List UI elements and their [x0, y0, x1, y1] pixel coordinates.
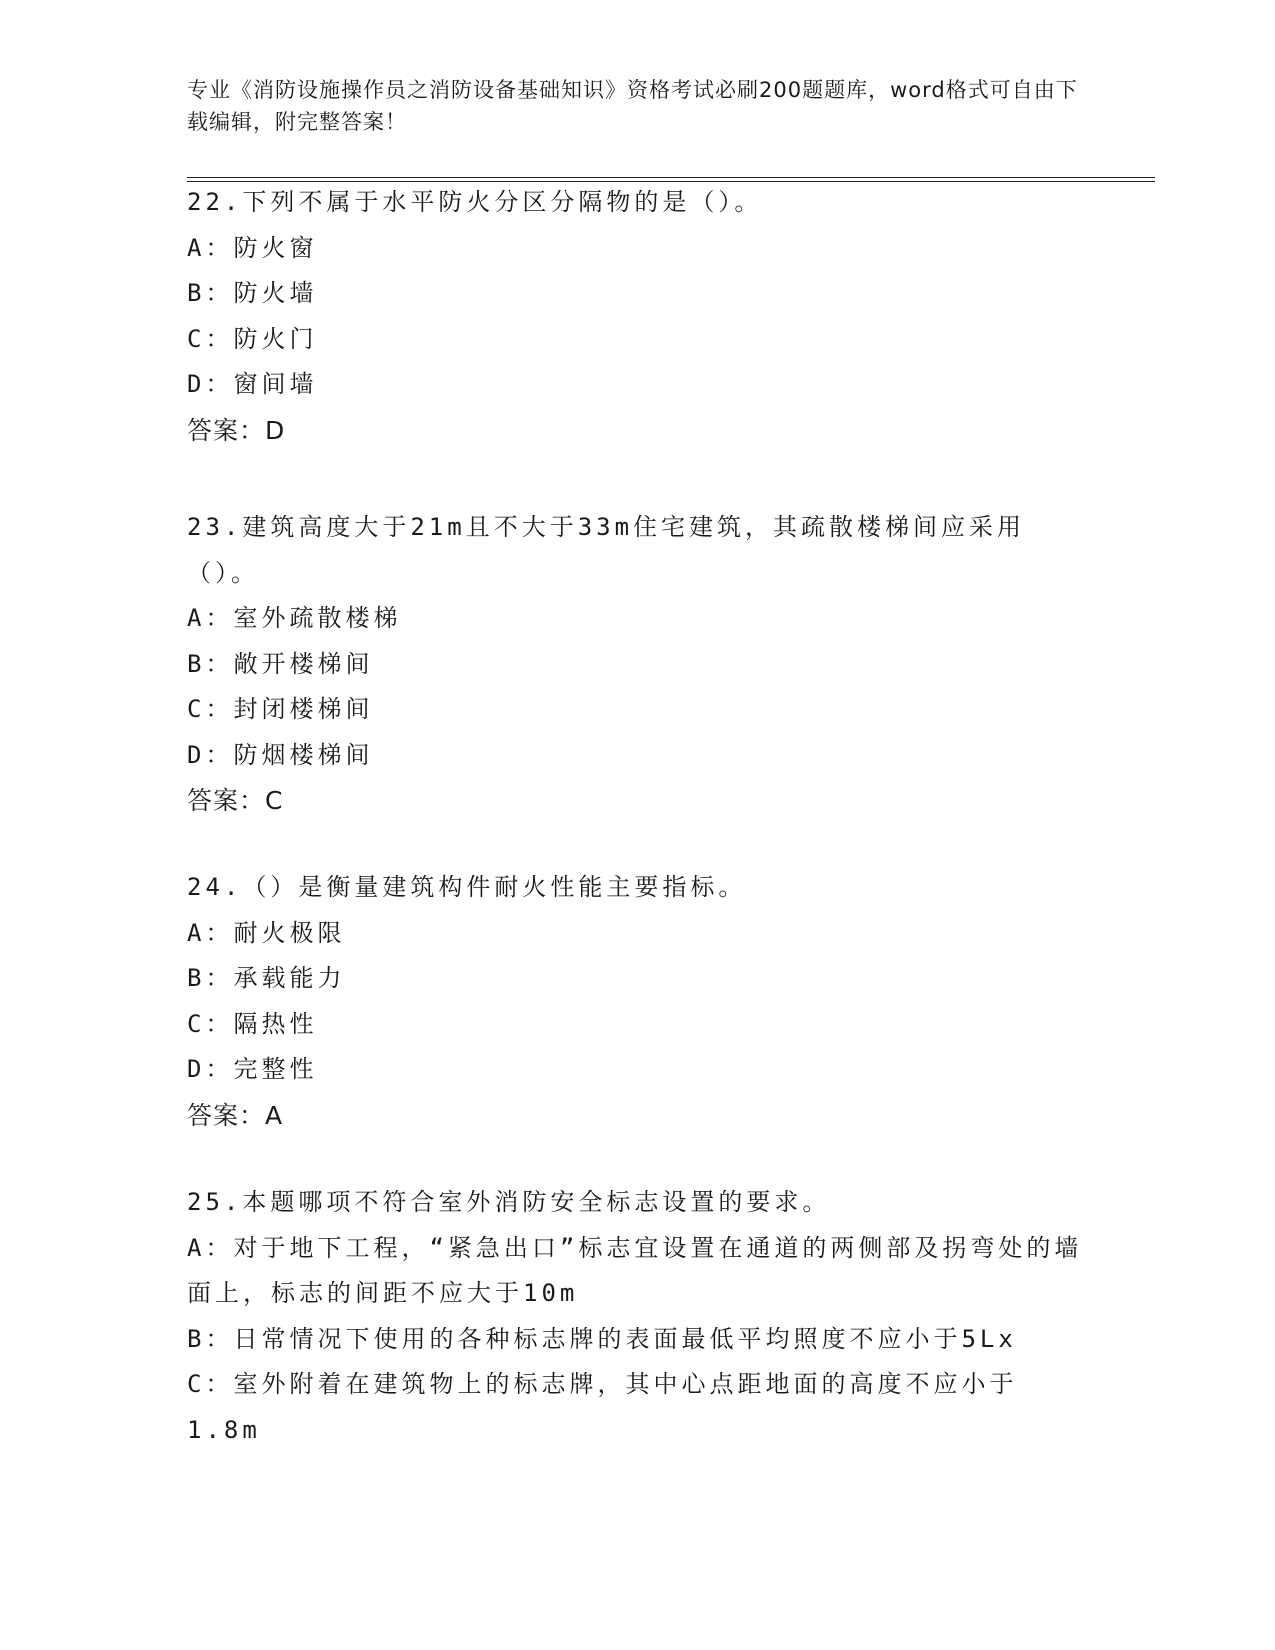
option-b: B：敞开楼梯间 [187, 649, 374, 678]
question-23 [187, 505, 1087, 824]
option-c: C：室外附着在建筑物上的标志牌，其中心点距地面的高度不应小于1.8m [187, 1370, 1018, 1444]
question-stem: 23.建筑高度大于21m且不大于33m住宅建筑，其疏散楼梯间应采用（）。 [187, 513, 1026, 587]
option-a: A：对于地下工程，“紧急出口”标志宜设置在通道的两侧部及拐弯处的墙面上，标志的间距不应大于10m [187, 1233, 1083, 1307]
option-a: A：室外疏散楼梯 [187, 604, 402, 632]
question-22 [187, 180, 1087, 453]
header-divider-top [187, 177, 1155, 178]
document-header: 专业《消防设施操作员之消防设备基础知识》资格考试必刷200题题库，word格式可自由下载编辑，附完整答案！ [187, 78, 1078, 134]
option-c: C：防火门 [187, 324, 318, 353]
option-a: A：防火窗 [187, 233, 318, 262]
option-d: D：防烟楼梯间 [187, 740, 374, 769]
answer-label: 答案：A [187, 1100, 284, 1130]
question-stem: 22.下列不属于水平防火分区分隔物的是（）。 [187, 188, 763, 216]
question-stem: 24.（）是衡量建筑构件耐火性能主要指标。 [187, 873, 747, 901]
option-b: B：日常情况下使用的各种标志牌的表面最低平均照度不应小于5Lx [187, 1324, 1017, 1353]
option-b: B：承载能力 [187, 964, 346, 992]
question-stem: 25.本题哪项不符合室外消防安全标志设置的要求。 [187, 1188, 831, 1216]
question-24 [187, 865, 1087, 1138]
option-d: D：完整性 [187, 1055, 318, 1083]
option-c: C：封闭楼梯间 [187, 695, 374, 723]
option-c: C：隔热性 [187, 1009, 318, 1038]
option-b: B：防火墙 [187, 279, 318, 307]
answer-label: 答案：C [187, 786, 284, 815]
option-a: A：耐火极限 [187, 918, 346, 947]
option-d: D：窗间墙 [187, 370, 318, 398]
answer-label: 答案：D [187, 415, 286, 445]
question-25 [187, 1180, 1087, 1453]
